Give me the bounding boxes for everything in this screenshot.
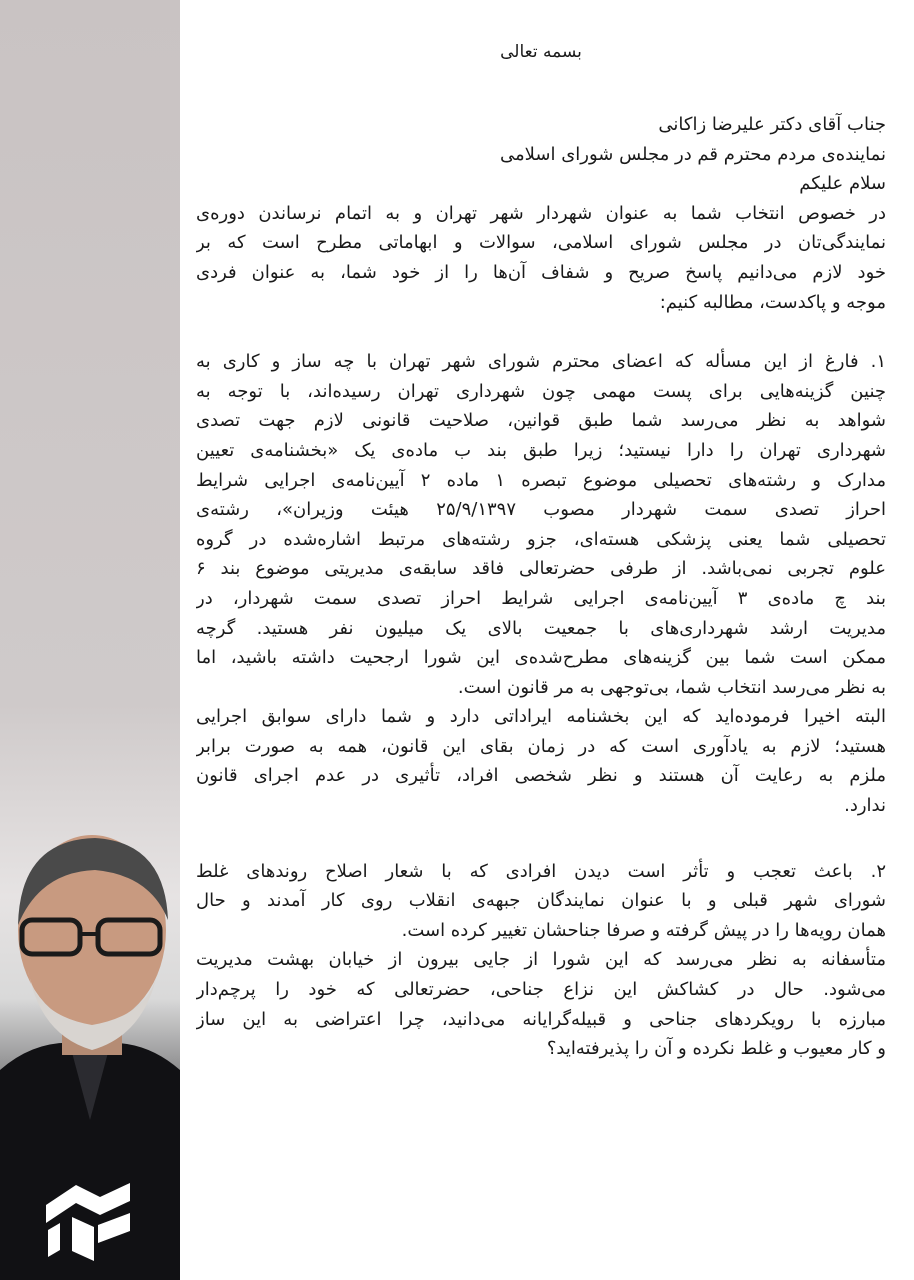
letter-heading: بسمه تعالی <box>500 42 582 62</box>
emblem-logo-icon <box>38 1175 138 1265</box>
greeting-line: سلام علیکم <box>799 173 886 195</box>
point1-line: ۱. فارغ از این مسأله که اعضای محترم شورای شهر تهران با چه ساز و کاری به <box>196 351 886 373</box>
point2-note-line: مبارزه با رویکردهای جناحی و قبیله‌گرایانه می‌دانید، چرا اعتراضی به این ساز <box>196 1008 886 1030</box>
point2-note-line: متأسفانه به نظر می‌رسد که این شورا از جایی بیرون از خیابان بهشت مدیریت <box>196 949 886 971</box>
point1-line: بند چ ماده‌ی ۳ آیین‌نامه‌ی اجرایی شرایط احراز تصدی سمت شهردار، در <box>196 587 886 609</box>
point2-line: ۲. باعث تعجب و تأثر است دیدن افرادی که با شعار اصلاح روندهای غلط <box>196 860 886 882</box>
point2-note-line: می‌شود. حال در کشاکش این نزاع جناحی، حضرتعالی که خود را پرچم‌دار <box>196 979 886 1001</box>
point1-line: به نظر می‌رسد انتخاب شما، بی‌توجهی به مر قانون است. <box>457 676 886 698</box>
point1-note-line: البته اخیرا فرموده‌اید که این بخشنامه ایراداتی دارد و شما دارای سوابق اجرایی <box>196 706 886 728</box>
intro-line: موجه و پاکدست، مطالبه کنیم: <box>659 291 886 313</box>
point1-note-line: هستید؛ لازم به یادآوری است که در زمان بقای این قانون، همه به صورت برابر <box>196 735 886 757</box>
intro-line: نمایندگی‌تان در مجلس شورای اسلامی، سوالات و ابهاماتی مطرح است که بر <box>196 232 886 254</box>
point1-note-line: ندارد. <box>844 795 886 817</box>
intro-line: خود لازم می‌دانیم پاسخ صریح و شفاف آن‌ها را از خود شما، به عنوان فردی <box>196 261 886 283</box>
addressee-line: نماینده‌ی مردم محترم قم در مجلس شورای اسلامی <box>500 143 886 165</box>
intro-line: در خصوص انتخاب شما به عنوان شهردار شهر تهران و به اتمام نرساندن دوره‌ی <box>196 202 886 224</box>
point1-line: چنین گزینه‌هایی برای پست مهمی چون شهرداری تهران رسیده‌اند، با توجه به <box>196 380 886 402</box>
point2-note-line: و کار معیوب و غلط نکرده و آن را پذیرفته‌اید؟ <box>546 1038 886 1060</box>
point1-line: تحصیلی شما یعنی پزشکی هسته‌ای، جزو رشته‌های مرتبط اشاره‌شده در گروه <box>196 528 886 550</box>
point1-line: شهرداری تهران را دارا نیستید؛ زیرا طبق بند ب ماده‌ی یک «بخشنامه‌ی تعیین <box>196 439 886 461</box>
left-sidebar-panel <box>0 0 180 1280</box>
point1-line: ممکن است شما بین گزینه‌های مطرح‌شده‌ی این شورا ارجحیت داشته باشید، اما <box>196 647 886 669</box>
point1-line: شواهد به نظر می‌رسد شما طبق قوانین، صلاحیت قانونی لازم جهت تصدی <box>196 410 886 432</box>
point2-line: شورای شهر قبلی و با عنوان نمایندگان جبهه‌ی انقلاب روی کار آمدند و حال <box>196 890 886 912</box>
point1-line: علوم تجربی نمی‌باشد. از طرفی حضرتعالی فاقد سابقه‌ی مدیریتی موضوع بند ۶ <box>196 558 886 580</box>
letter-body <box>196 110 886 1064</box>
point1-line: مدیریت ارشد شهرداری‌های با جمعیت بالای یک میلیون نفر هستید. گرچه <box>196 617 886 639</box>
addressee-line: جناب آقای دکتر علیرضا زاکانی <box>658 114 886 135</box>
point2-line: همان رویه‌ها را در پیش گرفته و صرفا جناحشان تغییر کرده است. <box>401 919 886 941</box>
point1-note-line: ملزم به رعایت آن هستند و نظر شخصی افراد، تأثیری در عدم اجرای قانون <box>196 765 886 787</box>
letter-content <box>196 0 886 1280</box>
point1-line: مدارک و رشته‌های تحصیلی موضوع تبصره ۱ ماده ۲ آیین‌نامه‌ی اجرایی شرایط <box>196 469 886 491</box>
point1-line: احراز تصدی سمت شهردار مصوب ۲۵/۹/۱۳۹۷ هیئت وزیران»، رشته‌ی <box>196 499 886 521</box>
